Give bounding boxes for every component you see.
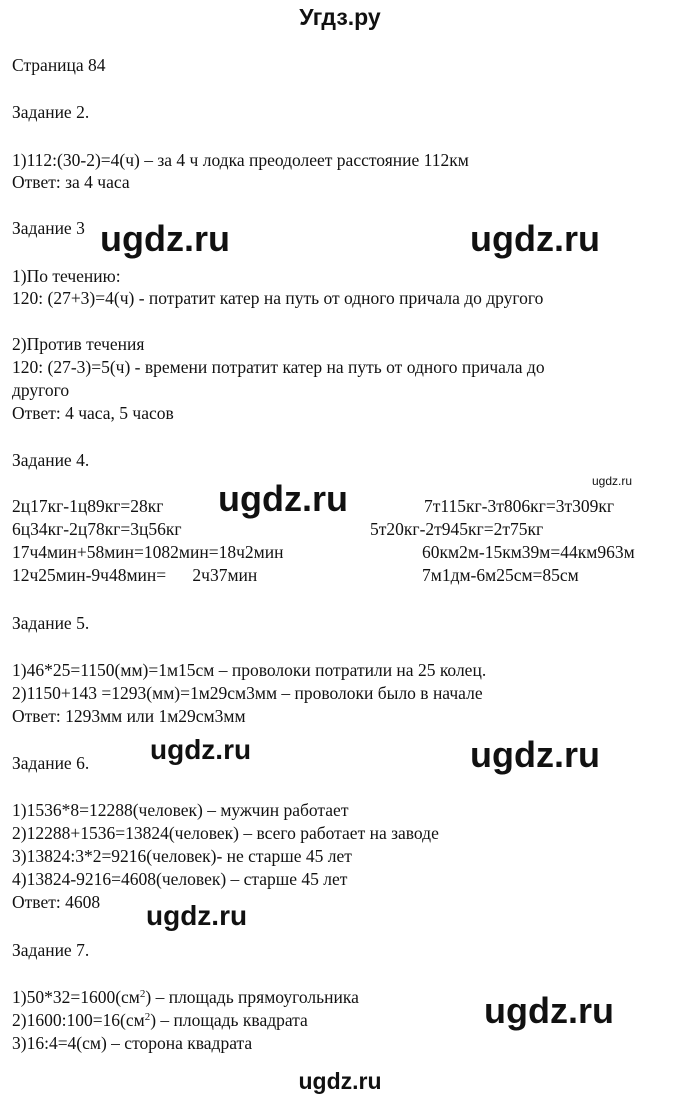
task2-title: Задание 2. (12, 102, 90, 122)
task4-title: Задание 4. (12, 450, 90, 470)
task3-line2b: другого (12, 380, 70, 400)
task3-line1: 120: (27+3)=4(ч) - потратит катер на путь от одного причала до другого (12, 288, 544, 308)
task5-answer: Ответ: 1293мм или 1м29см3мм (12, 706, 246, 726)
task7-line2 (12, 1010, 308, 1030)
task2-line1: 1)112:(30-2)=4(ч) – за 4 ч лодка преодолеет расстояние 112км (12, 150, 469, 170)
task6-line3: 3)13824:3*2=9216(человек)- не старше 45 лет (12, 846, 352, 866)
task4-left-row: 17ч4мин+58мин=1082мин=18ч2мин (12, 542, 284, 562)
task3-sub2: 2)Против течения (12, 334, 145, 354)
task5-line2: 2)1150+143 =1293(мм)=1м29см3мм – проволоки было в начале (12, 683, 483, 703)
task3-line2a: 120: (27-3)=5(ч) - времени потратит катер на путь от одного причала до (12, 357, 545, 377)
superscript: 2 (139, 988, 146, 1000)
task7-title: Задание 7. (12, 940, 90, 960)
task6-line4: 4)13824-9216=4608(человек) – старше 45 лет (12, 869, 348, 889)
task7-line2-main: 2)1600:100=16(см (12, 1010, 145, 1030)
task7-line1 (12, 987, 359, 1007)
task6-line1: 1)1536*8=12288(человек) – мужчин работает (12, 800, 349, 820)
footer-watermark: ugdz.ru (298, 1068, 382, 1094)
task3-title: Задание 3 (12, 218, 85, 238)
task7-line1-tail: ) – площадь прямоугольника (145, 987, 359, 1007)
task7-line2-tail: ) – площадь квадрата (150, 1010, 308, 1030)
task7-line3: 3)16:4=4(см) – сторона квадрата (12, 1033, 253, 1053)
task6-answer: Ответ: 4608 (12, 892, 101, 912)
task5-line1: 1)46*25=1150(мм)=1м15см – проволоки потратили на 25 колец. (12, 660, 487, 680)
watermark-logo: ugdz.ru (484, 990, 614, 1031)
watermark-logo: ugdz.ru (146, 900, 248, 931)
watermark-logo: ugdz.ru (218, 478, 348, 519)
task3-sub1: 1)По течению: (12, 266, 121, 286)
task4-left-row: 12ч25мин-9ч48мин= 2ч37мин (12, 565, 258, 585)
task4-right-row: 7м1дм-6м25см=85см (422, 565, 579, 585)
task4-right-row: 60км2м-15км39м=44км963м (422, 542, 635, 562)
task2-answer: Ответ: за 4 часа (12, 172, 130, 192)
task6-line2: 2)12288+1536=13824(человек) – всего работает на заводе (12, 823, 439, 843)
task6-title: Задание 6. (12, 753, 90, 773)
watermark-logo: ugdz.ru (150, 734, 252, 765)
task3-answer: Ответ: 4 часа, 5 часов (12, 403, 174, 423)
task7-line1-main: 1)50*32=1600(см (12, 987, 140, 1007)
watermark-logo: ugdz.ru (592, 474, 633, 488)
watermark-logo: ugdz.ru (100, 218, 230, 259)
page-label: Страница 84 (12, 55, 106, 75)
task4-right-row: 7т115кг-3т806кг=3т309кг (424, 496, 615, 516)
task4-left-row: 2ц17кг-1ц89кг=28кг (12, 496, 164, 516)
superscript: 2 (144, 1011, 151, 1023)
site-title: Угдз.ру (299, 4, 381, 30)
watermark-logo: ugdz.ru (470, 734, 600, 775)
task5-title: Задание 5. (12, 613, 90, 633)
watermark-logo: ugdz.ru (470, 218, 600, 259)
task4-right-row: 5т20кг-2т945кг=2т75кг (370, 519, 544, 539)
task4-left-row: 6ц34кг-2ц78кг=3ц56кг (12, 519, 182, 539)
